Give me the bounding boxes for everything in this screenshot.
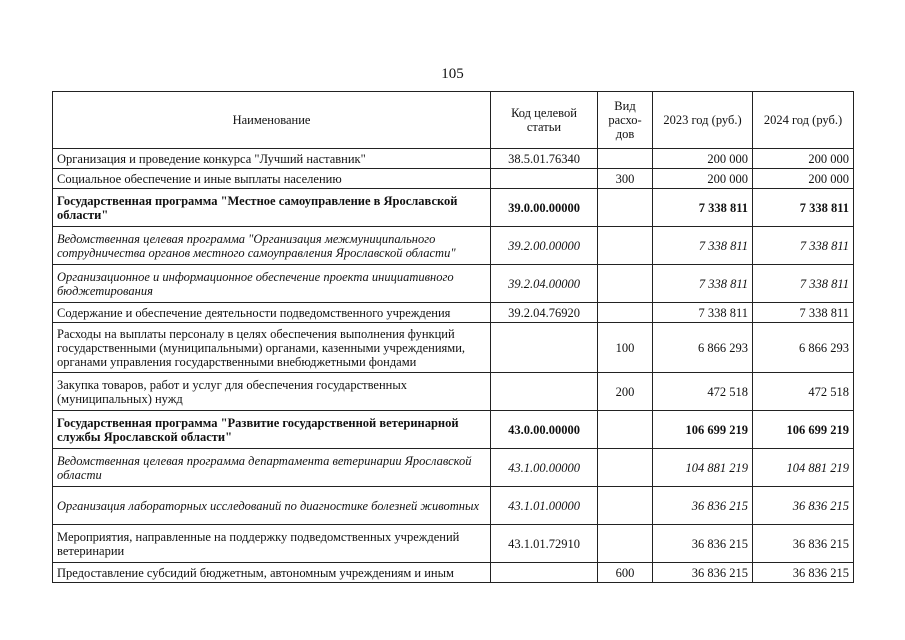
cell-y2024: 7 338 811 <box>753 303 854 323</box>
cell-y2024: 7 338 811 <box>753 189 854 227</box>
cell-name: Предоставление субсидий бюджетным, автономным учреждениям и иным <box>53 563 491 583</box>
cell-code: 38.5.01.76340 <box>491 149 598 169</box>
cell-y2023: 7 338 811 <box>653 303 753 323</box>
cell-vid: 600 <box>598 563 653 583</box>
cell-vid <box>598 149 653 169</box>
cell-code: 43.0.00.00000 <box>491 411 598 449</box>
cell-vid <box>598 487 653 525</box>
table-row <box>53 227 854 265</box>
cell-vid <box>598 227 653 265</box>
cell-code <box>491 563 598 583</box>
cell-name: Организация и проведение конкурса "Лучший наставник" <box>53 149 491 169</box>
cell-vid: 100 <box>598 323 653 373</box>
cell-code <box>491 373 598 411</box>
cell-code <box>491 169 598 189</box>
cell-y2023: 104 881 219 <box>653 449 753 487</box>
cell-code: 43.1.01.72910 <box>491 525 598 563</box>
cell-y2024: 106 699 219 <box>753 411 854 449</box>
table-body <box>53 149 854 583</box>
table-row <box>53 303 854 323</box>
cell-y2023: 6 866 293 <box>653 323 753 373</box>
cell-vid <box>598 265 653 303</box>
table-row <box>53 411 854 449</box>
cell-y2024: 104 881 219 <box>753 449 854 487</box>
table-row <box>53 169 854 189</box>
cell-y2024: 36 836 215 <box>753 563 854 583</box>
cell-y2024: 7 338 811 <box>753 265 854 303</box>
cell-code: 43.1.01.00000 <box>491 487 598 525</box>
cell-name: Организационное и информационное обеспечение проекта инициативного бюджетирования <box>53 265 491 303</box>
cell-y2024: 472 518 <box>753 373 854 411</box>
table-row <box>53 449 854 487</box>
cell-y2023: 7 338 811 <box>653 227 753 265</box>
cell-code: 39.2.04.00000 <box>491 265 598 303</box>
cell-vid <box>598 411 653 449</box>
cell-name: Организация лабораторных исследований по диагностике болезней животных <box>53 487 491 525</box>
header-code: Код целевой статьи <box>491 92 598 149</box>
cell-code: 39.0.00.00000 <box>491 189 598 227</box>
cell-vid: 300 <box>598 169 653 189</box>
table-row <box>53 265 854 303</box>
cell-code: 39.2.00.00000 <box>491 227 598 265</box>
cell-y2023: 200 000 <box>653 169 753 189</box>
table-row <box>53 373 854 411</box>
cell-y2024: 7 338 811 <box>753 227 854 265</box>
cell-name: Социальное обеспечение и иные выплаты населению <box>53 169 491 189</box>
table-row <box>53 487 854 525</box>
cell-name: Расходы на выплаты персоналу в целях обеспечения выполнения функций государственными (муниципальными) органами, казенными учреждениями, органами управления государственными внебюджетными фондами <box>53 323 491 373</box>
table-row <box>53 563 854 583</box>
header-vid: Вид расхо-дов <box>598 92 653 149</box>
cell-y2024: 36 836 215 <box>753 487 854 525</box>
cell-name: Ведомственная целевая программа "Организация межмуниципального сотрудничества органов местного самоуправления Ярославской области" <box>53 227 491 265</box>
cell-vid <box>598 449 653 487</box>
cell-name: Содержание и обеспечение деятельности подведомственного учреждения <box>53 303 491 323</box>
page-number: 105 <box>441 66 464 82</box>
cell-y2024: 200 000 <box>753 169 854 189</box>
cell-y2024: 6 866 293 <box>753 323 854 373</box>
budget-table <box>52 91 854 583</box>
cell-name: Государственная программа "Развитие государственной ветеринарной службы Ярославской области" <box>53 411 491 449</box>
cell-vid <box>598 189 653 227</box>
cell-name: Закупка товаров, работ и услуг для обеспечения государственных (муниципальных) нужд <box>53 373 491 411</box>
cell-y2023: 36 836 215 <box>653 525 753 563</box>
cell-name: Государственная программа "Местное самоуправление в Ярославской области" <box>53 189 491 227</box>
header-2023: 2023 год (руб.) <box>653 92 753 149</box>
cell-name: Мероприятия, направленные на поддержку подведомственных учреждений ветеринарии <box>53 525 491 563</box>
cell-y2023: 36 836 215 <box>653 563 753 583</box>
header-row <box>53 92 854 149</box>
table-row <box>53 525 854 563</box>
cell-vid <box>598 303 653 323</box>
cell-vid: 200 <box>598 373 653 411</box>
cell-vid <box>598 525 653 563</box>
table-row <box>53 149 854 169</box>
cell-code: 39.2.04.76920 <box>491 303 598 323</box>
header-2024: 2024 год (руб.) <box>753 92 854 149</box>
header-name: Наименование <box>53 92 491 149</box>
cell-y2023: 200 000 <box>653 149 753 169</box>
cell-name: Ведомственная целевая программа департамента ветеринарии Ярославской области <box>53 449 491 487</box>
cell-code <box>491 323 598 373</box>
cell-y2024: 200 000 <box>753 149 854 169</box>
table-row <box>53 189 854 227</box>
cell-y2023: 7 338 811 <box>653 265 753 303</box>
cell-y2024: 36 836 215 <box>753 525 854 563</box>
cell-y2023: 36 836 215 <box>653 487 753 525</box>
cell-y2023: 7 338 811 <box>653 189 753 227</box>
table-row <box>53 323 854 373</box>
cell-y2023: 106 699 219 <box>653 411 753 449</box>
cell-y2023: 472 518 <box>653 373 753 411</box>
cell-code: 43.1.00.00000 <box>491 449 598 487</box>
